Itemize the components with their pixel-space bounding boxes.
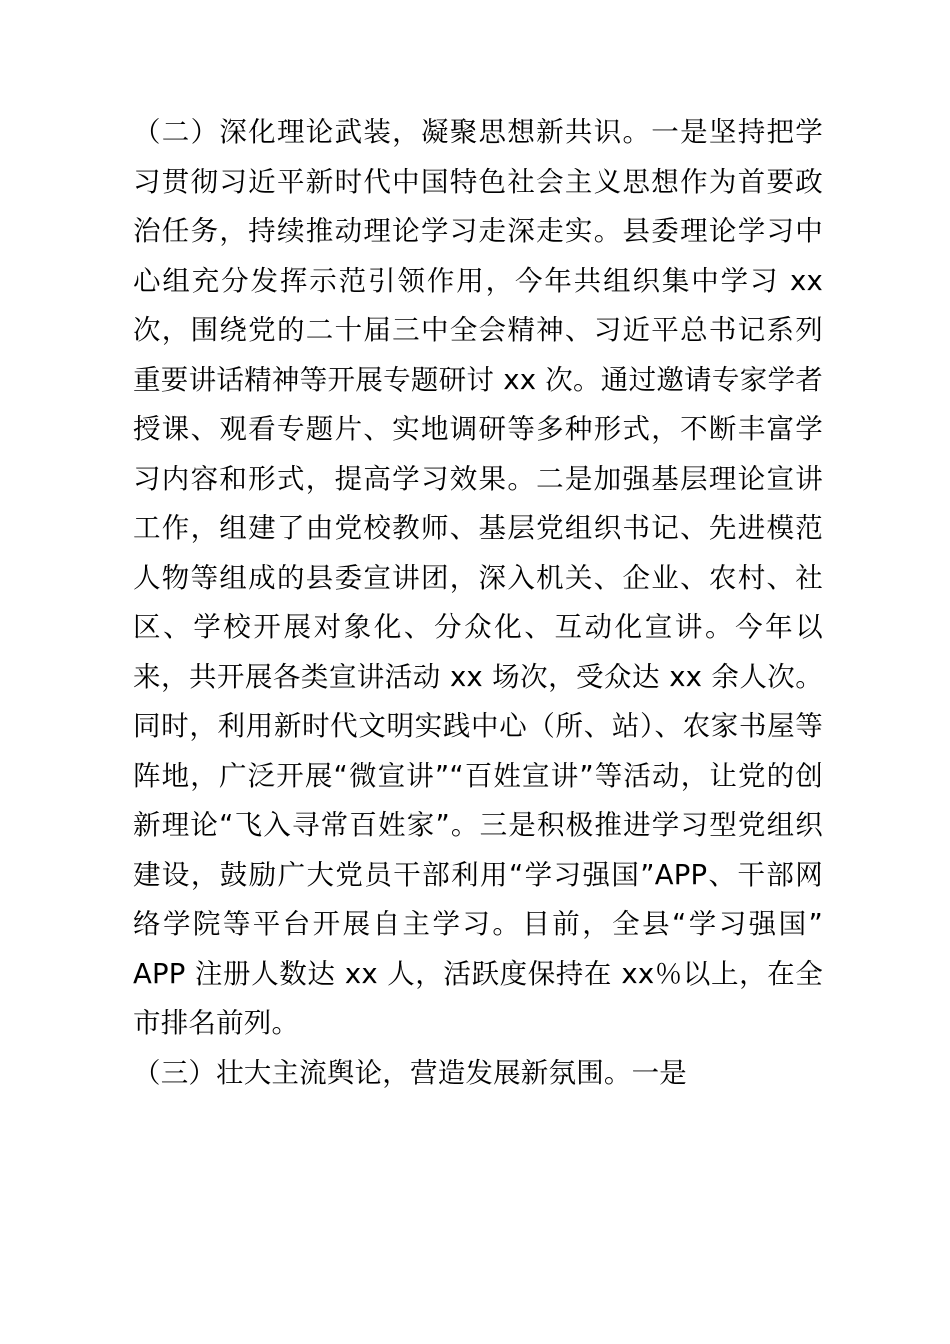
paragraph-section-two: （二）深化理论武装，凝聚思想新共识。一是坚持把学习贯彻习近平新时代中国特色社会主义思想作为首要政治任务，持续推动理论学习走深走实。县委理论学习中心组充分发挥示范引领作用，今年共组织集中学习 xx 次，围绕党的二十届三中全会精神、习近平总书记系列重要讲话精神等开展专题研讨 xx 次。通过邀请专家学者授课、观看专题片、实地调研等多种形式，不断丰富学习内容和形式，提高学习效果。二是加强基层理论宣讲工作，组建了由党校教师、基层党组织书记、先进模范人物等组成的县委宣讲团，深入机关、企业、农村、社区、学校开展对象化、分众化、互动化宣讲。今年以来，共开展各类宣讲活动 xx 场次，受众达 xx 余人次。同时，利用新时代文明实践中心（所、站）、农家书屋等阵地，广泛开展“微宣讲”“百姓宣讲”等活动，让党的创新理论“飞入寻常百姓家”。三是积极推进学习型党组织建设，鼓励广大党员干部利用“学习强国”APP、干部网络学院等平台开展自主学习。目前，全县“学习强国”APP 注册人数达 xx 人，活跃度保持在 xx％以上，在全市排名前列。: [133, 116, 823, 1039]
paragraph-section-three: （三）壮大主流舆论，营造发展新氛围。一是: [133, 1056, 687, 1089]
document-body: [133, 108, 823, 1098]
